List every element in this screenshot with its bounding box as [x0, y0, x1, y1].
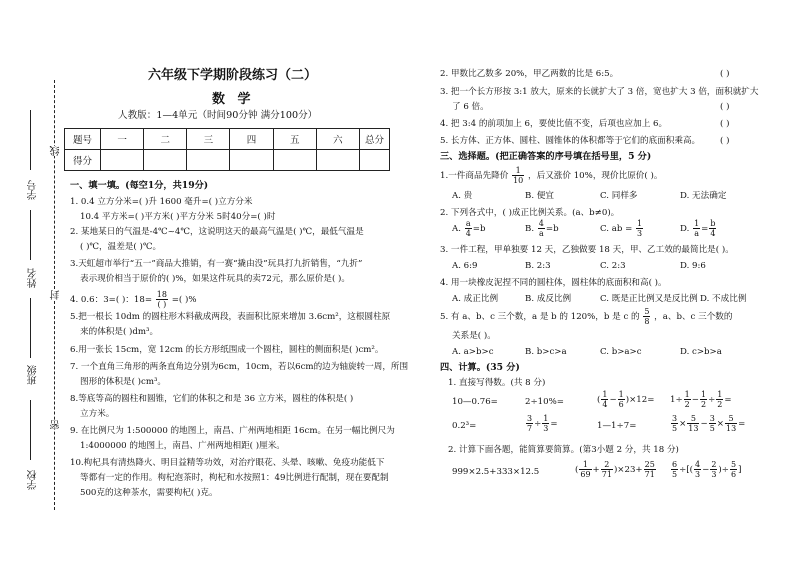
calc-r2-c4-tail: = [738, 419, 746, 429]
choice-q5-frac-den: 8 [644, 317, 650, 326]
choice-q3-option-b: B. 2:3 [525, 261, 551, 271]
calc-r2-c4: $\frac{3}{5}$ × $\frac{5}{13}$ − $\frac{3}{5}$ × $\frac{5}{13}$ = [672, 414, 746, 433]
calc-r2-c2: $\frac{3}{7}$ ÷ $\frac{1}{3}$ = [527, 414, 558, 433]
choice-q4-option-b: B. 成反比例 [525, 294, 572, 304]
calc-r1-c3: ( $\frac{1}{4}$ − $\frac{1}{6}$ )×12= [597, 390, 655, 409]
cut-mark-line: 线 [51, 146, 62, 156]
choice-q4-option-a: A. 成正比例 [452, 294, 499, 304]
calc-part2-heading: 2. 计算下面各题，能简算要简算。(第3小题 2 分，共 18 分) [448, 445, 679, 455]
choice-q2-c-frac: $\frac{1}{3}$ [637, 219, 643, 238]
cut-mark-secret: 密 [51, 420, 62, 430]
score-header-3: 三 [187, 129, 230, 150]
judge-q3-line1: 3. 把一个长方形按 3:1 放大，原来的长就扩大了 3 倍，宽也扩大 3 倍，面积就扩大 [440, 87, 759, 97]
calc-r1-c1: 10—0.76= [452, 397, 498, 407]
calc-r2-c2-tail: = [550, 419, 558, 429]
score-header-5: 五 [273, 129, 316, 150]
sidebar-label-class: 班级 [28, 365, 39, 385]
choice-q3-option-d: D. 9:6 [680, 261, 706, 271]
choice-q2-option-c [600, 219, 644, 238]
choice-q5-frac-num: 5 [644, 307, 650, 316]
choice-q1-option-d: D. 无法确定 [680, 191, 727, 201]
choice-q5-option-a: A. a>b>c [452, 347, 494, 357]
choice-q5-text-b: ，a、b、c 三个数的 [654, 312, 733, 322]
score-header-2: 二 [144, 129, 187, 150]
choice-q5-line2: 关系是( )。 [452, 331, 496, 341]
q8-line2: 立方米。 [80, 409, 115, 419]
q5-line1: 5.把一根长 10dm 的圆柱形木料截成两段，表面积比原来增加 3.6cm²，这根圆柱原 [70, 312, 391, 322]
calc2-item1: 999×2.5+333×12.5 [452, 467, 540, 477]
choice-q3: 3. 一件工程，甲单独要 12 天，乙独做要 18 天，甲、乙工效的最简比是( )。 [440, 245, 734, 255]
q9-line2: 1:4000000 的地图上，南昌、广州两地相距( )厘米。 [80, 441, 285, 451]
choice-q1-option-b: B. 便宜 [525, 191, 554, 201]
name-blank [30, 210, 31, 260]
calc-part1-heading: 1. 直接写得数。(共 8 分) [448, 378, 546, 388]
sidebar-label-student-id: 学号 [28, 180, 39, 200]
score-header-1: 一 [101, 129, 144, 150]
choice-q4: 4. 用一块橡皮泥捏不同的圆柱体，圆柱体的底面积和高( )。 [440, 278, 667, 288]
cut-mark-seal: 封 [51, 290, 62, 300]
choice-q5-text-a: 5. 有 a、b、c 三个数，a 是 b 的 120%，b 是 c 的 [440, 312, 640, 322]
judge-q4-blank: ( ) [720, 119, 730, 129]
section-3-heading: 三、选择题。(把正确答案的序号填在括号里，5 分) [440, 151, 652, 162]
choice-q2-d-frac1: $\frac{1}{a}$ [694, 219, 700, 238]
calc-r1-c4: 1÷ $\frac{1}{2}$ − $\frac{1}{2}$ ÷ $\frac{1}{2}$ = [670, 390, 732, 409]
section-1-heading: 一、填一填。(每空1分，共19分) [70, 180, 209, 191]
score-cell[interactable] [273, 150, 316, 171]
choice-q2-a-label: A. [452, 224, 461, 234]
calc2-item3: $\frac{6}{5}$ ÷[( $\frac{4}{3}$ − $\frac{2}{3}$ )÷ $\frac{5}{6}$ ] [672, 460, 742, 479]
q3-line2: 表示现价相当于原价的( )%，如果这件玩具的卖72元，那么原价是( )。 [80, 274, 351, 284]
choice-q2-d-frac2: $\frac{b}{4}$ [710, 219, 716, 238]
choice-q1-frac-den: 10 [513, 176, 524, 185]
calc-r1-c3-tail: ×12= [629, 395, 655, 405]
choice-q3-option-a: A. 6:9 [452, 261, 478, 271]
calc-r1-c2: 2÷10%= [525, 397, 564, 407]
sidebar-label-name: 姓名 [28, 268, 39, 288]
q9-line1: 9. 在比例尺为 1:500000 的地图上，南昌、广州两地相距 16cm。在另一幅比例尺为 [70, 426, 395, 436]
exam-subtitle: 人教版：1—4单元（时间90分钟 满分100分） [118, 110, 318, 121]
choice-q1-text-a: 1.一件商品先降价 [440, 171, 509, 181]
class-blank [30, 298, 31, 358]
q7-line2: 图形的体积是( )cm³。 [80, 377, 167, 387]
score-row-label: 得分 [65, 150, 101, 171]
choice-q2-b-frac: $\frac{4}{a}$ [538, 219, 544, 238]
score-cell[interactable] [230, 150, 273, 171]
q8-line1: 8.等底等高的圆柱和圆锥，它们的体积之和是 36 立方米，圆柱的体积是( ) [70, 394, 354, 404]
choice-q1-frac-num: 1 [512, 166, 524, 176]
judge-q5: 5. 长方体、正方体、圆柱、圆锥体的体积都等于它们的底面积乘高。 [440, 136, 701, 146]
score-cell[interactable] [144, 150, 187, 171]
exam-title: 六年级下学期阶段练习（二） [148, 68, 318, 83]
score-header-4: 四 [230, 129, 273, 150]
choice-q1 [440, 166, 662, 185]
judge-q3-blank: ( ) [720, 102, 730, 112]
q10-line2: 等都有一定的作用。枸杞泡茶时，枸杞和水按照1：49比例进行配制，现在要配制 [80, 473, 389, 483]
choice-q2-option-a: A. $\frac{a}{4}$ =b [452, 219, 486, 238]
judge-q4: 4. 把 3:4 的前项加上 6，要使比值不变，后项也应加上 6。 [440, 119, 668, 129]
q4-fraction-num: 18 [156, 290, 167, 299]
choice-q4-option-c: C. 既是正比例又是反比例 [600, 294, 698, 304]
q6-line: 6.用一张长 15cm，宽 12cm 的长方形纸围成一个圆柱，圆柱的侧面积是( )cm²。 [70, 345, 384, 355]
q4-fraction [156, 290, 168, 309]
score-cell[interactable] [187, 150, 230, 171]
choice-q2-b-label: B. [525, 224, 535, 234]
judge-q2-blank: ( ) [720, 69, 730, 79]
choice-q3-option-c: C. 2:3 [600, 261, 626, 271]
q5-line2: 来的体积是( )dm³。 [80, 327, 159, 337]
score-header-label: 题号 [65, 129, 101, 150]
choice-q2-option-d: D. $\frac{1}{a}$ = $\frac{b}{4}$ [680, 219, 716, 238]
choice-q1-option-c: C. 同样多 [600, 191, 638, 201]
calc-r2-c3: 1—1÷7= [597, 421, 637, 431]
calc2-item3-mid: ÷[ [679, 465, 690, 475]
score-cell[interactable] [101, 150, 144, 171]
q4-line [70, 290, 197, 309]
q2-line1: 2. 某地某日的气温是-4℃~4℃，这说明这天的最高气温是( )℃，最低气温是 [70, 227, 364, 237]
q4-fraction-den: ( ) [157, 300, 167, 309]
choice-q2-a-frac: $\frac{a}{4}$ [465, 219, 471, 238]
q1-line1: 1. 0.4 立方分米=( )升 1600 毫升=( )立方分米 [70, 197, 253, 207]
choice-q2-d-label: D. [680, 224, 690, 234]
score-header-6: 六 [316, 129, 359, 150]
choice-q1-option-a: A. 贵 [452, 191, 473, 201]
choice-q2: 2. 下列各式中，( )成正比例关系。(a、b≠0)。 [440, 208, 620, 218]
choice-q5-option-d: D. c>b>a [680, 347, 722, 357]
section-4-heading: 四、计算。(35 分) [440, 362, 520, 373]
calc-r2-c1: 0.2³= [452, 421, 477, 431]
choice-q1-text-b: ，后又涨价 10%，现价比原价( )。 [528, 171, 663, 181]
q3-line1: 3.天虹超市举行“五一”商品大推销，有一赛“撬由没”玩具打九折销售，“九折” [70, 259, 363, 269]
score-table [64, 128, 390, 171]
calc-r1-c4-head: 1÷ [670, 395, 683, 405]
judge-q2: 2. 甲数比乙数多 20%，甲乙两数的比是 6:5。 [440, 69, 619, 79]
q10-line3: 500克的这种茶水，需要枸杞( )克。 [80, 488, 218, 498]
subject-title: 数 学 [212, 92, 255, 107]
calc2-item2-mid: ×23+ [617, 465, 643, 475]
score-cell[interactable] [360, 150, 390, 171]
judge-q5-blank: ( ) [720, 136, 730, 146]
q2-line2: ( )℃，温差是( )℃。 [80, 242, 162, 252]
q4-text-end: =( )% [171, 295, 197, 305]
choice-q5 [440, 307, 732, 326]
choice-q5-fraction [643, 307, 650, 326]
student-id-blank [30, 110, 31, 170]
q4-text: 4. 0.6：3=( )：18= [70, 295, 153, 305]
score-header-total: 总分 [360, 129, 390, 150]
q1-line2: 10.4 平方米=( )平方米( )平方分米 5时40分=( )时 [80, 212, 276, 222]
choice-q2-c-label: C. ab = [600, 224, 636, 234]
choice-q5-option-c: C. b>a>c [600, 347, 642, 357]
score-cell[interactable] [316, 150, 359, 171]
judge-q3-line2: 了 6 倍。 [452, 102, 489, 112]
choice-q4-option-d: D. 不成比例 [700, 294, 747, 304]
q10-line1: 10.枸杞具有清热降火、明目益精等功效，对治疗眼花、头晕、咳嗽、免疫功能低下 [70, 458, 385, 468]
q7-line1: 7. 一个直角三角形的两条直角边分别为6cm，10cm，若以6cm的边为轴旋转一周，所围 [70, 362, 409, 372]
choice-q1-fraction [512, 166, 524, 185]
school-blank [30, 400, 31, 460]
calc2-item2: ( $\frac{1}{69}$ + $\frac{2}{71}$ )×23+ $\frac{25}{71}$ [575, 460, 655, 479]
choice-q2-option-b: B. $\frac{4}{a}$ =b [525, 219, 559, 238]
choice-q5-option-b: B. b>c>a [525, 347, 567, 357]
sidebar-label-school: 学校 [28, 470, 39, 490]
